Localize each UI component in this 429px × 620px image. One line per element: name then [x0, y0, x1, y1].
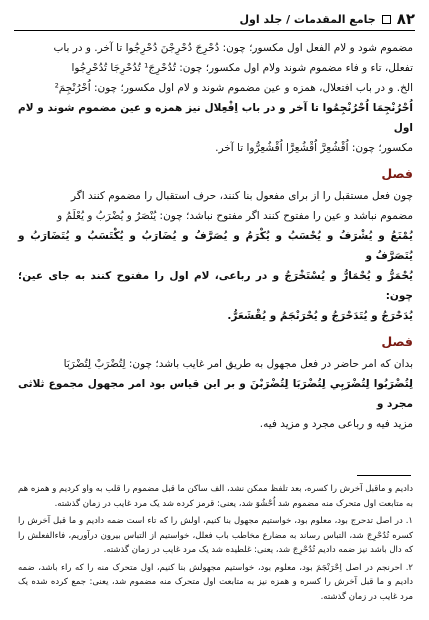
text-line: چون فعل مستقبل را از برای مفعول بنا کنند، حرف استقبال را مضموم کنند اگر — [70, 190, 413, 202]
text-line: بدان که امر حاضر در فعل مجهول به طریق امر غایب باشد؛ چون: لِتُضْرَبْ لِتُضْرَبَا — [63, 358, 413, 370]
text-line: تفعلل، تاء و فاء مضموم شوند ولام اول مکسور؛ چون: تُدُحْرِجَ¹ تُدُحْرِجَا تُدُحْرِجُوا — [71, 62, 413, 74]
text-line: يُحْمَرُّ و يُحْمَارُّ و يُسْتَخْرَجُ و در رباعی، لام اول را مفتوح کنند به جای عین؛ چون: — [18, 270, 413, 302]
footnote-2: ۲. احرنجم در اصل اِحْرَنْجَمَ بود، معلوم بود، خواستیم مجهولش بنا کنیم، اول متحرک منه را که راء باشد، ضمه دادیم و ما قبل آخرش را کسره و همزه نیز به متابعت اول متحرک منه مضموم شد، یعنی: جمع کرده شده یک مرد غایب در زمان گذشته. — [18, 562, 413, 602]
text-line: يُمْنَعُ و يُشْرَفُ و يُحْسَبُ و يُكْرَمُ و يُصَرَّفُ و يُضَارَبُ و يُكْتَسَبُ و يُتَضَارَبُ و يُتَصَرَّفُ و — [18, 230, 413, 262]
footnote-1: ۱. در اصل تدحرج بود، معلوم بود، خواستیم مجهول بنا کنیم، اولش را که تاء است ضمه دادیم و ما قبل آخرش را کسره تُدُحْرِجَ شد، التباس رساند به مضارع مخاطب باب فعلل، خواستیم از التباس بیرون درآوریم، فاءالفعلش را که دال باشد نیز ضمه دادیم تُدُحْرِجَ شد، یعنی: غلطیده شد یک مرد غایب در زمان گذشته. — [18, 516, 413, 555]
footnote-continuation: دادیم و ماقبل آخرش را کسره، بعد تلفظ ممکن نشد، الف ساکن ما قبل مضموم را قلب به واو کردیم و همزه هم به متابعت اول متحرک منه مضموم شد اُحْشُوَ شد، یعنی: قرمز کرده شد یک مرد غایب در زمان گذشته. — [18, 484, 413, 509]
text-line: لِتُضْرَبُوا لِتُضْرَبِي لِتُضْرَبَا لِتُضْرَبْنَ و بر این قیاس بود امر مجهول مجموع ثلاثی مجرد و — [18, 378, 413, 410]
main-text — [18, 38, 413, 434]
text-line: الخ. و در باب افتعلال، همزه و عین مضموم شوند و لام اول مکسور؛ چون: اُحْرُنْجِمَ² — [54, 82, 413, 94]
text-line: مکسور؛ چون: اُقْشُعِرَّ اُقْشُعِرَّا اُقْشُعِرُّوا تا آخر. — [215, 142, 413, 154]
footnote-separator — [357, 475, 411, 476]
text-line: مضموم شود و لام الفعل اول مکسور؛ چون: دُحْرِجَ دُحْرِجْنَ دُحْرِجُوا تا آخر. و در باب — [53, 42, 413, 54]
text-line: اُحْرُنْجِمَا اُحْرُنْجِمُوا تا آخر و در باب اِفْعِلال نیز همزه و عین مضموم شوند و لام اول — [18, 102, 413, 134]
section-heading: فصل — [381, 166, 413, 181]
square-bullet-icon — [382, 15, 391, 24]
footnotes — [18, 482, 413, 607]
paragraph-1 — [18, 38, 413, 158]
paragraph-3 — [18, 354, 413, 434]
text-line: مزید فیه و رباعی مجرد و مزید فیه. — [259, 418, 413, 430]
text-line: يُدَحْرَجُ و يُتَدَحْرَجُ و يُحْرَنْجَمُ و يُقْشَعَرُّ. — [227, 310, 413, 322]
section-heading: فصل — [381, 334, 413, 349]
running-title: جامع المقدمات / جلد اول — [239, 12, 376, 26]
page-number: ۸۲ — [396, 10, 415, 28]
page-header — [14, 8, 415, 31]
paragraph-2 — [18, 186, 413, 326]
text-line: مضموم نباشد و عین را مفتوح کنند اگر مفتوح نباشد؛ چون: يُنْصَرُ و يُضْرَبُ و يُعْلَمُ و — [57, 210, 413, 222]
